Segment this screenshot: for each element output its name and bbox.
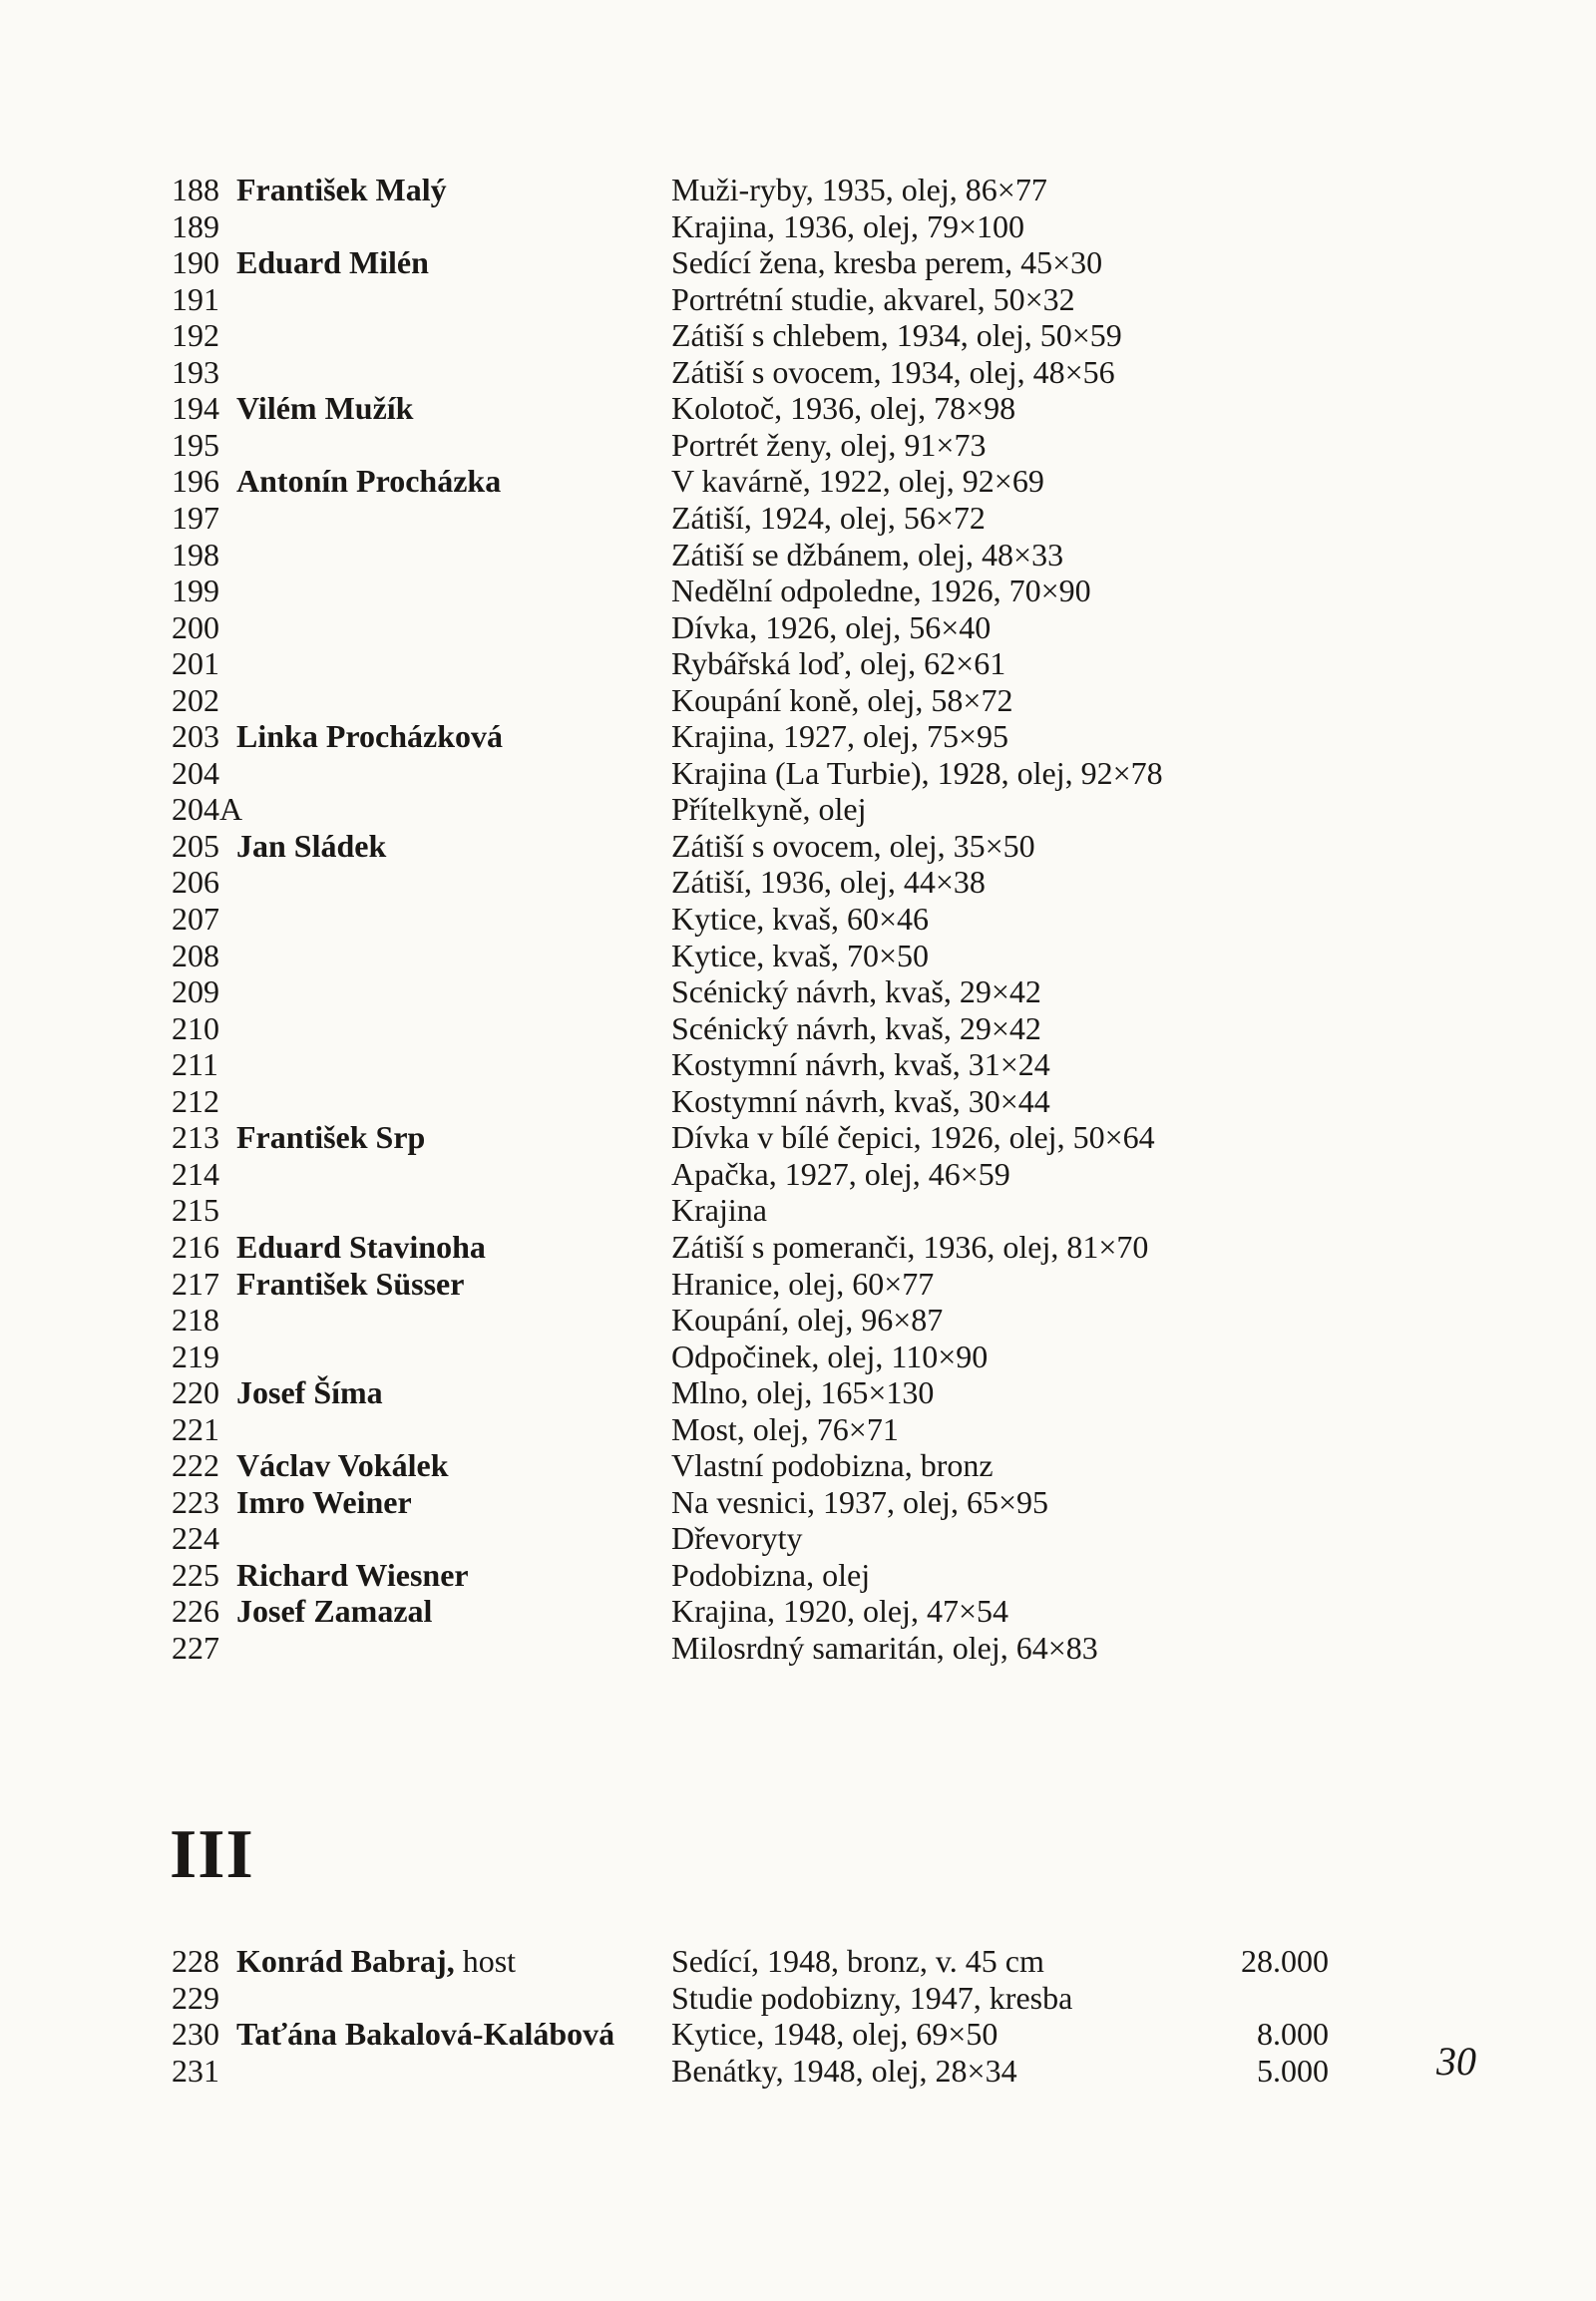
catalogue-entry (172, 1083, 1369, 1119)
artist-name (236, 1374, 383, 1410)
work-description: Podobizna, olej (671, 1556, 871, 1593)
entry-number: 216 (172, 1228, 219, 1265)
artist-name-text: František Srp (236, 1119, 426, 1156)
entry-number: 190 (172, 244, 219, 281)
catalogue-entry (172, 1302, 1369, 1338)
work-description: Koupání, olej, 96×87 (671, 1302, 944, 1339)
artist-name (236, 1484, 412, 1520)
entry-number: 209 (172, 973, 219, 1010)
catalogue-entry (172, 1484, 1369, 1520)
catalogue-entry (172, 1156, 1369, 1192)
artist-name-text: Antonín Procházka (236, 463, 502, 500)
artist-name (236, 244, 429, 280)
artist-name-text: Linka Procházková (236, 718, 503, 755)
page-number: 30 (1436, 2039, 1476, 2084)
entry-number: 210 (172, 1009, 219, 1046)
work-description: Zátiší se džbánem, olej, 48×33 (671, 536, 1064, 573)
artist-name (236, 172, 447, 207)
artist-name (236, 1557, 469, 1593)
artist-name-text: Václav Vokálek (236, 1447, 449, 1484)
catalogue-entry (172, 791, 1369, 827)
catalogue-entry (172, 1119, 1369, 1155)
work-description: Dřevoryty (671, 1520, 803, 1557)
work-description: Scénický návrh, kvaš, 29×42 (671, 973, 1041, 1010)
artist-name-text: Richard Wiesner (236, 1556, 469, 1593)
entry-number: 229 (172, 1979, 219, 2016)
entry-number: 227 (172, 1630, 219, 1666)
catalogue-entry (172, 172, 1369, 207)
work-description: Zátiší s ovocem, 1934, olej, 48×56 (671, 353, 1115, 390)
catalogue-entry (172, 390, 1369, 426)
entry-number: 228 (172, 1943, 219, 1979)
price: 28.000 (1241, 1943, 1329, 1979)
entry-number: 223 (172, 1483, 219, 1520)
entry-number: 215 (172, 1192, 219, 1229)
catalogue-entry (172, 1447, 1369, 1483)
work-description: Milosrdný samaritán, olej, 64×83 (671, 1630, 1098, 1666)
artist-name (236, 1943, 516, 1979)
entry-number: 211 (172, 1046, 218, 1083)
catalogue-entry (172, 1593, 1369, 1629)
entry-number: 218 (172, 1302, 219, 1339)
entry-number: 189 (172, 207, 219, 244)
entry-number: 206 (172, 864, 219, 901)
catalogue-entry (172, 1980, 1369, 2016)
entry-number: 214 (172, 1155, 219, 1192)
work-description: Kostymní návrh, kvaš, 31×24 (671, 1046, 1050, 1083)
work-description: V kavárně, 1922, olej, 92×69 (671, 463, 1044, 500)
artist-name (236, 718, 503, 754)
entry-number: 195 (172, 426, 219, 463)
entry-number: 212 (172, 1082, 219, 1119)
catalogue-entry (172, 1943, 1369, 1979)
work-description: Zátiší s chlebem, 1934, olej, 50×59 (671, 317, 1122, 354)
price: 8.000 (1257, 2016, 1329, 2053)
catalogue-entry (172, 938, 1369, 973)
work-description: Zátiší, 1936, olej, 44×38 (671, 864, 986, 901)
entry-number: 220 (172, 1374, 219, 1411)
entry-number: 230 (172, 2016, 219, 2053)
entry-number: 193 (172, 353, 219, 390)
catalogue-entry (172, 1046, 1369, 1082)
catalogue-entry (172, 682, 1369, 718)
entry-number: 207 (172, 901, 219, 937)
artist-name-text: Jan Sládek (236, 827, 387, 864)
catalogue-entry (172, 1229, 1369, 1265)
work-description: Kostymní návrh, kvaš, 30×44 (671, 1082, 1050, 1119)
catalogue-entry (172, 755, 1369, 791)
catalogue-entry (172, 2016, 1369, 2052)
catalogue-entry (172, 864, 1369, 900)
entry-number: 199 (172, 573, 219, 609)
artist-name (236, 1229, 486, 1265)
work-description: Zátiší s pomeranči, 1936, olej, 81×70 (671, 1228, 1149, 1265)
work-description: Odpočinek, olej, 110×90 (671, 1338, 989, 1374)
entry-number: 217 (172, 1265, 219, 1302)
catalogue-entry (172, 1192, 1369, 1228)
section-heading: III (170, 1816, 254, 1893)
entry-number: 224 (172, 1520, 219, 1557)
work-description: Nedělní odpoledne, 1926, 70×90 (671, 573, 1091, 609)
catalogue-entry (172, 1010, 1369, 1046)
work-description: Benátky, 1948, olej, 28×34 (671, 2052, 1017, 2089)
work-description: Zátiší s ovocem, olej, 35×50 (671, 827, 1035, 864)
artist-name-text: František Malý (236, 172, 447, 207)
artist-name-text: Imro Weiner (236, 1483, 412, 1520)
artist-name-text: Eduard Stavinoha (236, 1228, 486, 1265)
artist-name (236, 1593, 432, 1629)
work-description: Hranice, olej, 60×77 (671, 1265, 935, 1302)
entry-number: 192 (172, 317, 219, 354)
catalogue-entry (172, 354, 1369, 390)
entry-number: 204 (172, 754, 219, 791)
work-description: Krajina, 1920, olej, 47×54 (671, 1593, 1008, 1630)
entry-number: 188 (172, 172, 219, 207)
catalogue-entry (172, 317, 1369, 353)
work-description: Apačka, 1927, olej, 46×59 (671, 1155, 1010, 1192)
entry-number: 208 (172, 937, 219, 973)
artist-name-text: Vilém Mužík (236, 390, 414, 427)
catalogue-entry (172, 718, 1369, 754)
artist-name (236, 1266, 464, 1302)
catalogue-entry (172, 244, 1369, 280)
entry-number: 196 (172, 463, 219, 500)
catalogue-entry (172, 1374, 1369, 1410)
work-description: Krajina, 1936, olej, 79×100 (671, 207, 1024, 244)
entry-number: 219 (172, 1338, 219, 1374)
work-description: Krajina, 1927, olej, 75×95 (671, 718, 1008, 755)
work-description: Scénický návrh, kvaš, 29×42 (671, 1009, 1041, 1046)
price: 5.000 (1257, 2052, 1329, 2089)
work-description: Kolotoč, 1936, olej, 78×98 (671, 390, 1016, 427)
entry-number: 222 (172, 1447, 219, 1484)
work-description: Portrétní studie, akvarel, 50×32 (671, 280, 1075, 317)
catalogue-entry (172, 609, 1369, 645)
artist-name (236, 1119, 425, 1155)
entry-number: 203 (172, 718, 219, 755)
work-description: Sedící žena, kresba perem, 45×30 (671, 244, 1103, 281)
entry-number: 194 (172, 390, 219, 427)
artist-name (236, 1447, 448, 1483)
work-description: Studie podobizny, 1947, kresba (671, 1979, 1073, 2016)
catalogue-entry (172, 645, 1369, 681)
catalogue-entry (172, 828, 1369, 864)
work-description: Muži-ryby, 1935, olej, 86×77 (671, 172, 1047, 207)
entry-number: 205 (172, 827, 219, 864)
artist-name-text: Josef Zamazal (236, 1593, 433, 1630)
work-description: Přítelkyně, olej (671, 791, 867, 828)
entry-number: 200 (172, 608, 219, 645)
catalogue-entry (172, 973, 1369, 1009)
entry-number: 202 (172, 681, 219, 718)
artist-name-text: Konrád Babraj, (236, 1943, 455, 1979)
work-description: Krajina (La Turbie), 1928, olej, 92×78 (671, 754, 1163, 791)
catalogue-entry (172, 901, 1369, 937)
entry-number: 201 (172, 645, 219, 682)
work-description: Zátiší, 1924, olej, 56×72 (671, 499, 986, 536)
catalogue-entry (172, 281, 1369, 317)
work-description: Kytice, kvaš, 70×50 (671, 937, 929, 973)
catalogue-entry (172, 1630, 1369, 1666)
catalogue-entry (172, 1557, 1369, 1593)
catalogue-entry (172, 1339, 1369, 1374)
artist-name-text: František Süsser (236, 1265, 465, 1302)
work-description: Dívka, 1926, olej, 56×40 (671, 608, 992, 645)
entry-number: 204A (172, 791, 243, 828)
work-description: Krajina (671, 1192, 767, 1229)
artist-name-text: Josef Šíma (236, 1374, 383, 1411)
entry-number: 221 (172, 1410, 219, 1447)
artist-name (236, 463, 501, 499)
artist-name (236, 390, 413, 426)
work-description: Koupání koně, olej, 58×72 (671, 681, 1013, 718)
catalogue-entry (172, 1411, 1369, 1447)
work-description: Portrét ženy, olej, 91×73 (671, 426, 987, 463)
entry-number: 197 (172, 499, 219, 536)
work-description: Sedící, 1948, bronz, v. 45 cm (671, 1943, 1044, 1979)
catalogue-entry (172, 1520, 1369, 1556)
catalogue-entry (172, 463, 1369, 499)
catalogue-entry (172, 2053, 1369, 2089)
artist-name (236, 828, 386, 864)
work-description: Kytice, 1948, olej, 69×50 (671, 2016, 998, 2053)
entry-number: 213 (172, 1119, 219, 1156)
work-description: Most, olej, 76×71 (671, 1410, 899, 1447)
entry-number: 198 (172, 536, 219, 573)
catalogue-entry (172, 208, 1369, 244)
catalogue-entry (172, 573, 1369, 608)
artist-note: host (454, 1943, 517, 1979)
work-description: Kytice, kvaš, 60×46 (671, 901, 929, 937)
work-description: Rybářská loď, olej, 62×61 (671, 645, 1006, 682)
artist-name-text: Taťána Bakalová-Kalábová (236, 2016, 615, 2053)
entry-number: 225 (172, 1556, 219, 1593)
entry-number: 191 (172, 280, 219, 317)
work-description: Dívka v bílé čepici, 1926, olej, 50×64 (671, 1119, 1155, 1156)
artist-name (236, 2016, 614, 2052)
catalogue-entry (172, 500, 1369, 536)
work-description: Na vesnici, 1937, olej, 65×95 (671, 1483, 1048, 1520)
entry-number: 226 (172, 1593, 219, 1630)
artist-name-text: Eduard Milén (236, 244, 429, 281)
work-description: Mlno, olej, 165×130 (671, 1374, 935, 1411)
work-description: Vlastní podobizna, bronz (671, 1447, 994, 1484)
catalogue-entry (172, 537, 1369, 573)
entry-number: 231 (172, 2052, 219, 2089)
catalogue-entry (172, 1266, 1369, 1302)
catalogue-entry (172, 427, 1369, 463)
